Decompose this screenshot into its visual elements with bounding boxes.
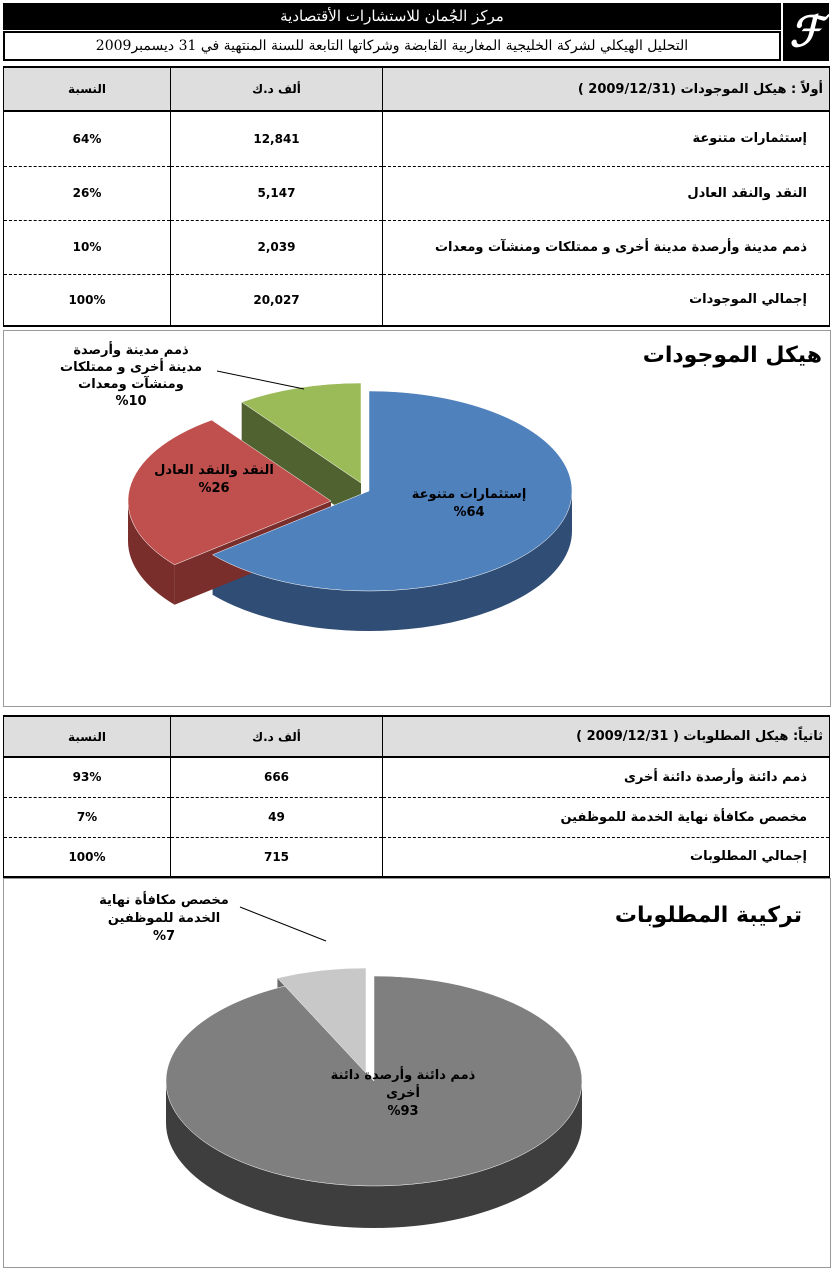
liabilities-chart	[3, 878, 831, 1268]
liabilities-table-title: ثانياً: هيكل المطلوبات ( 2009/12/31 )	[383, 716, 830, 757]
slice-label: الخدمة للموظفين	[107, 911, 221, 926]
slice-label: النقد والنقد العادل	[154, 463, 274, 478]
assets-header-row	[4, 67, 830, 111]
label-cell: إجمالي الموجودات	[383, 274, 830, 326]
table-row	[4, 166, 830, 220]
liabilities-pie-svg	[4, 879, 828, 1265]
amount-column-header: ألف د.ك	[171, 67, 383, 111]
amount-cell: 49	[171, 797, 383, 837]
chart-title: هيكل الموجودات	[642, 343, 822, 368]
leader-line	[240, 907, 326, 941]
pct-cell: 26%	[4, 166, 171, 220]
slice-label: أخرى	[386, 1086, 420, 1101]
slice-label: إستثمارات متنوعة	[411, 487, 527, 502]
slice-label: مخصص مكافأة نهاية	[99, 893, 229, 908]
table-total-row	[4, 274, 830, 326]
slice-label: %93	[387, 1104, 419, 1119]
liabilities-pie-group	[99, 891, 582, 1228]
slice-label: %26	[198, 481, 230, 496]
slice-label: %10	[115, 394, 147, 409]
amount-cell: 2,039	[171, 220, 383, 274]
amount-cell: 715	[171, 837, 383, 877]
slice-label: %64	[453, 505, 485, 520]
assets-pie-svg	[4, 331, 828, 704]
leader-line	[217, 371, 304, 389]
label-cell: إجمالي المطلوبات	[383, 837, 830, 877]
slice-label: مدينة أخرى و ممتلكات	[60, 360, 202, 375]
calligraphic-logo-icon: ℱ	[783, 3, 829, 61]
chart-title: تركيبة المطلوبات	[614, 903, 802, 928]
pct-cell: 10%	[4, 220, 171, 274]
pct-cell: 100%	[4, 837, 171, 877]
label-cell: ذمم مدينة وأرصدة مدينة أخرى و ممتلكات ومنشآت ومعدات	[383, 220, 830, 274]
slice-label: %7	[152, 929, 176, 944]
report-title: التحليل الهيكلي لشركة الخليجية المغاربية القابضة وشركاتها التابعة للسنة المنتهية في 31 ديسمبر2009	[3, 31, 781, 61]
amount-cell: 20,027	[171, 274, 383, 326]
label-cell: مخصص مكافأة نهاية الخدمة للموظفين	[383, 797, 830, 837]
label-cell: ذمم دائنة وأرصدة دائنة أخرى	[383, 757, 830, 797]
pct-column-header: النسبة	[4, 67, 171, 111]
table-total-row	[4, 837, 830, 877]
assets-chart	[3, 330, 831, 707]
amount-cell: 5,147	[171, 166, 383, 220]
slice-label: ومنشآت ومعدات	[78, 377, 184, 392]
pct-cell: 93%	[4, 757, 171, 797]
pct-column-header: النسبة	[4, 716, 171, 757]
amount-column-header: ألف د.ك	[171, 716, 383, 757]
amount-cell: 666	[171, 757, 383, 797]
amount-cell: 12,841	[171, 111, 383, 166]
assets-pie-group	[60, 341, 572, 631]
pct-cell: 64%	[4, 111, 171, 166]
org-name: مركز الجُمان للاستشارات الأقتصادية	[3, 3, 781, 30]
label-cell: إستثمارات متنوعة	[383, 111, 830, 166]
slice-label: ذمم مدينة وأرصدة	[73, 343, 189, 358]
liabilities-table	[3, 715, 830, 878]
assets-table-title: أولاً : هيكل الموجودات (2009/12/31 )	[383, 67, 830, 111]
liabilities-header-row	[4, 716, 830, 757]
pct-cell: 7%	[4, 797, 171, 837]
label-cell: النقد والنقد العادل	[383, 166, 830, 220]
table-row	[4, 111, 830, 166]
table-row	[4, 757, 830, 797]
pct-cell: 100%	[4, 274, 171, 326]
table-row	[4, 797, 830, 837]
assets-table	[3, 66, 830, 327]
slice-label: ذمم دائنة وأرصدة دائنة	[330, 1068, 476, 1083]
table-row	[4, 220, 830, 274]
